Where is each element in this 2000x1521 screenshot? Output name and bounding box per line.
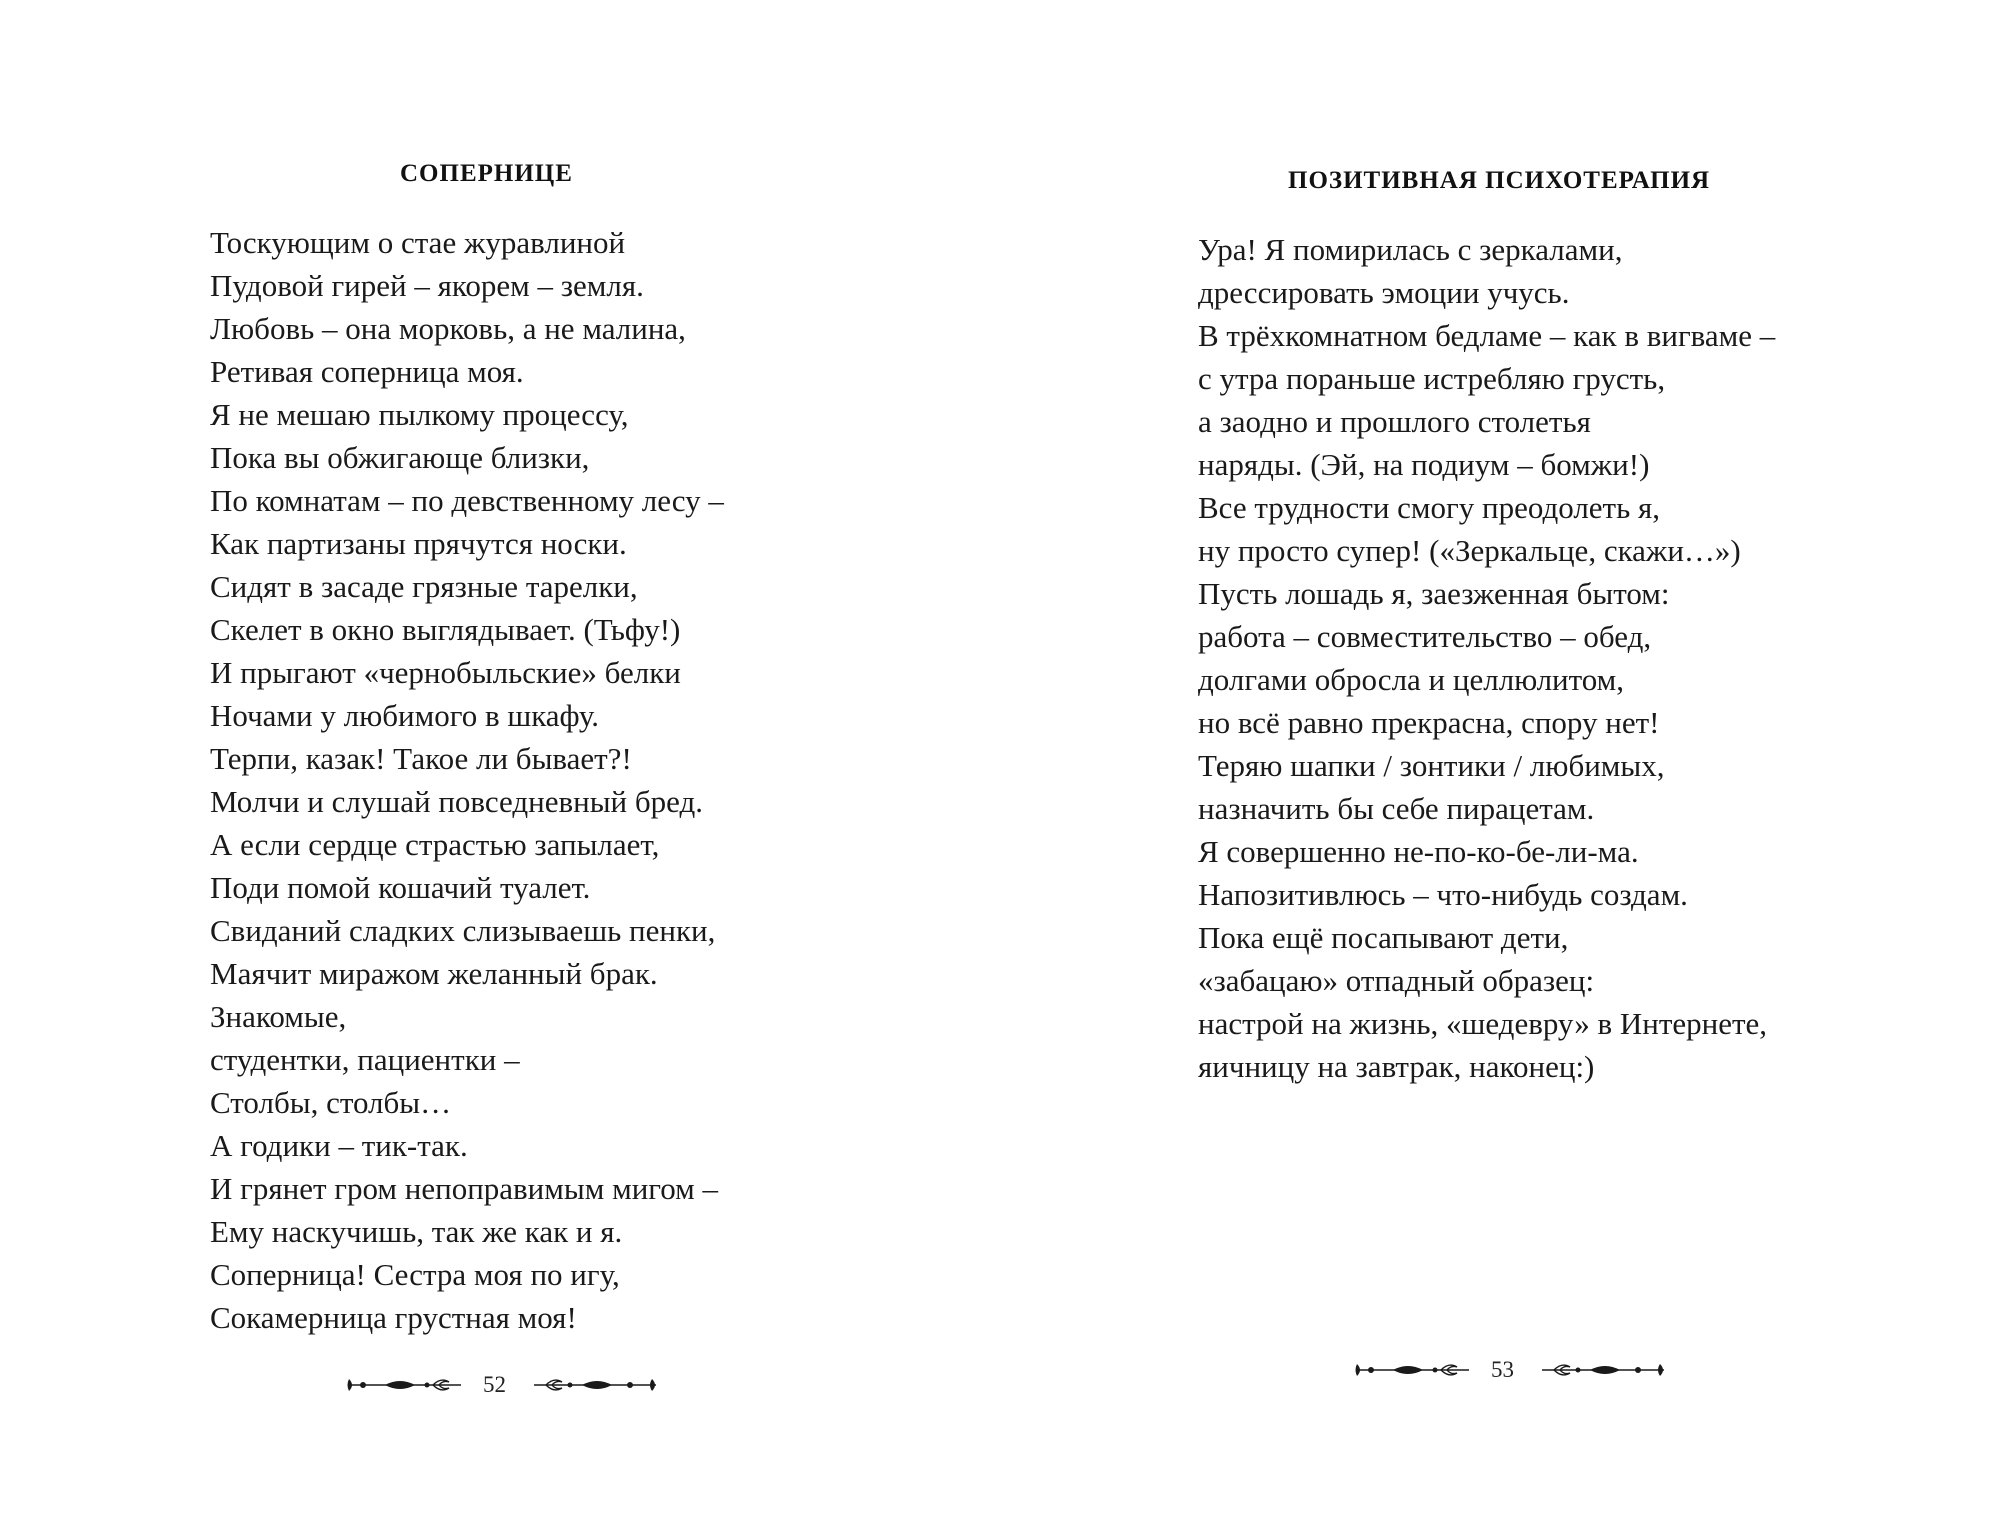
poem-line: Ретивая соперница моя.: [210, 354, 524, 389]
poem-line: с утра пораньше истребляю грусть,: [1198, 361, 1666, 396]
poem-line: ну просто супер! («Зеркальце, скажи…»): [1198, 533, 1741, 568]
poem-line: Все трудности смогу преодолеть я,: [1198, 490, 1661, 525]
poem-line: Пудовой гирей – якорем – земля.: [210, 268, 644, 303]
poem-line: Знакомые,: [210, 999, 347, 1034]
poem-line: Сидят в засаде грязные тарелки,: [210, 569, 638, 604]
poem-line: назначить бы себе пирацетам.: [1198, 791, 1595, 826]
poem-line: Ему наскучишь, так же как и я.: [210, 1214, 623, 1249]
poem-line: И прыгают «чернобыльские» белки: [210, 655, 681, 690]
poem-line: А если сердце страстью запылает,: [210, 827, 660, 862]
poem-body: [210, 221, 724, 1339]
poem-line: Любовь – она морковь, а не малина,: [210, 311, 686, 346]
poem-line: Терпи, казак! Такое ли бывает?!: [210, 741, 632, 776]
poem-line: По комнатам – по девственному лесу –: [210, 483, 724, 518]
poem-line: Молчи и слушай повседневный бред.: [210, 784, 704, 819]
poem-line: Соперница! Сестра моя по игу,: [210, 1257, 620, 1292]
page-footer: [1353, 1355, 1668, 1385]
poem-body: [1198, 228, 1775, 1088]
poem-line: работа – совместительство – обед,: [1198, 619, 1652, 654]
poem-line: Поди помой кошачий туалет.: [210, 870, 591, 905]
poem-line: яичницу на завтрак, наконец:): [1198, 1049, 1595, 1084]
poem-line: В трёхкомнатном бедламе – как в вигваме –: [1198, 318, 1776, 353]
poem-line: Сокамерница грустная моя!: [210, 1300, 577, 1335]
page-number: 53: [1491, 1357, 1514, 1382]
poem-line: долгами обросла и целлюлитом,: [1198, 662, 1625, 697]
poem-title: ПОЗИТИВНАЯ ПСИХОТЕРАПИЯ: [1288, 167, 1711, 194]
poem-line: Пусть лошадь я, заезженная бытом:: [1198, 576, 1670, 611]
flourish-ornament-icon: [530, 1373, 660, 1397]
poem-line: Маячит миражом желанный брак.: [210, 956, 658, 991]
poem-line: Пока ещё посапывают дети,: [1198, 920, 1569, 955]
flourish-ornament-icon: [1538, 1358, 1668, 1382]
poem-line: дрессировать эмоции учусь.: [1198, 275, 1570, 310]
poem-line: но всё равно прекрасна, спору нет!: [1198, 705, 1660, 740]
poem-line: Свиданий сладких слизываешь пенки,: [210, 913, 716, 948]
poem-line: Я не мешаю пылкому процессу,: [210, 397, 629, 432]
poem-line: Ночами у любимого в шкафу.: [210, 698, 600, 733]
flourish-ornament-icon: [345, 1373, 465, 1397]
poem-line: Теряю шапки / зонтики / любимых,: [1198, 748, 1665, 783]
right-page: [1000, 0, 2000, 1521]
poem-line: наряды. (Эй, на подиум – бомжи!): [1198, 447, 1650, 482]
flourish-ornament-icon: [1353, 1358, 1473, 1382]
poem-line: студентки, пациентки –: [210, 1042, 520, 1077]
poem-line: а заодно и прошлого столетья: [1198, 404, 1591, 439]
poem-line: Пока вы обжигающе близки,: [210, 440, 590, 475]
poem-line: Как партизаны прячутся носки.: [210, 526, 627, 561]
poem-line: А годики – тик-так.: [210, 1128, 468, 1163]
poem-title: СОПЕРНИЦЕ: [400, 160, 573, 187]
poem-line: настрой на жизнь, «шедевру» в Интернете,: [1198, 1006, 1768, 1041]
poem-line: Я совершенно не-по-ко-бе-ли-ма.: [1198, 834, 1639, 869]
page-footer: [345, 1370, 660, 1400]
poem-line: Тоскующим о стае журавлиной: [210, 225, 626, 260]
poem-line: Напозитивлюсь – что-нибудь создам.: [1198, 877, 1688, 912]
poem-line: Ура! Я помирилась с зеркалами,: [1198, 232, 1623, 267]
page-number: 52: [483, 1372, 506, 1397]
poem-line: И грянет гром непоправимым мигом –: [210, 1171, 719, 1206]
poem-line: «забацаю» отпадный образец:: [1198, 963, 1595, 998]
poem-line: Столбы, столбы…: [210, 1085, 452, 1120]
poem-line: Скелет в окно выглядывает. (Тьфу!): [210, 612, 681, 647]
